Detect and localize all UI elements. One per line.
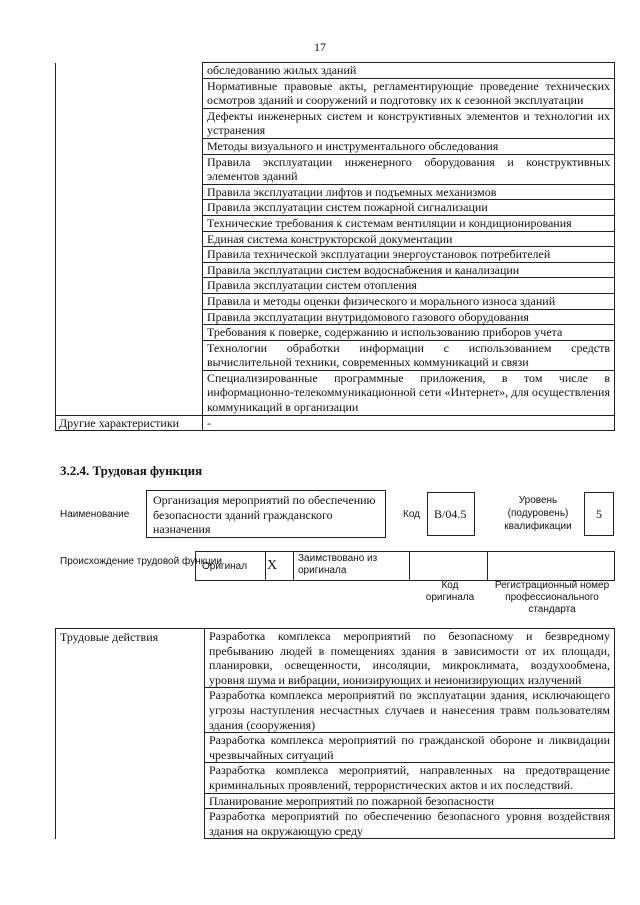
knowledge-row	[56, 325, 615, 341]
knowledge-item: Правила эксплуатации инженерного оборудования и конструктивных элементов зданий	[203, 154, 615, 184]
row-label-cell	[56, 340, 203, 370]
borrowed-label: Заимствовано из оригинала	[294, 552, 410, 581]
original-mark: Х	[266, 552, 294, 581]
knowledge-row	[56, 293, 615, 309]
knowledge-row	[56, 108, 615, 138]
knowledge-item: Методы визуального и инструментального обследования	[203, 138, 615, 154]
row-label-cell	[56, 325, 203, 341]
knowledge-item: Правила эксплуатации систем водоснабжения и канализации	[203, 262, 615, 278]
original-label: Оригинал	[196, 552, 266, 581]
knowledge-row	[56, 231, 615, 247]
knowledge-row	[56, 200, 615, 216]
row-label-cell	[56, 231, 203, 247]
knowledge-row	[56, 138, 615, 154]
row-label-cell	[56, 200, 203, 216]
origin-table	[195, 551, 615, 581]
labor-action-item: Разработка мероприятий по обеспечению безопасного уровня воздействия здания на окружающую среду	[205, 809, 615, 839]
knowledge-table	[55, 62, 615, 431]
row-label-cell	[56, 688, 205, 733]
function-name-label: Наименование	[60, 509, 130, 520]
knowledge-row	[56, 278, 615, 294]
row-label-cell	[56, 108, 203, 138]
row-label-cell	[56, 793, 205, 809]
code-origin-cell	[410, 552, 488, 581]
knowledge-item: Правила эксплуатации систем отопления	[203, 278, 615, 294]
knowledge-row	[56, 154, 615, 184]
qualification-level-label: Уровень (подуровень) квалификации	[504, 495, 572, 532]
reg-number-label: Регистрационный номер профессионального стандарта	[494, 580, 610, 615]
knowledge-item: Требования к поверке, содержанию и использованию приборов учета	[203, 325, 615, 341]
knowledge-item: Дефекты инженерных систем и конструктивных элементов и технологии их устранения	[203, 108, 615, 138]
origin-label: Происхождение трудовой функции	[60, 556, 222, 567]
knowledge-row	[56, 370, 615, 415]
knowledge-item: Технологии обработки информации с использованием средств вычислительной техники, современных коммуникаций и связи	[203, 340, 615, 370]
labor-action-row	[56, 809, 615, 839]
knowledge-item: Правила технической эксплуатации энергоустановок потребителей	[203, 247, 615, 263]
function-name-value: Организация мероприятий по обеспечению безопасности зданий гражданского назначения	[146, 490, 386, 538]
knowledge-row	[56, 63, 615, 79]
knowledge-row	[56, 262, 615, 278]
other-characteristics-value: -	[203, 415, 615, 431]
knowledge-row	[56, 309, 615, 325]
row-label-cell	[56, 63, 203, 79]
labor-action-item: Планирование мероприятий по пожарной безопасности	[205, 793, 615, 809]
page-number: 17	[314, 40, 326, 54]
labor-action-row	[56, 763, 615, 793]
knowledge-item: Правила эксплуатации систем пожарной сигнализации	[203, 200, 615, 216]
knowledge-item: Единая система конструкторской документации	[203, 231, 615, 247]
labor-actions-table	[55, 628, 615, 839]
labor-action-row	[56, 688, 615, 733]
knowledge-item: обследованию жилых зданий	[203, 63, 615, 79]
labor-action-item: Разработка комплекса мероприятий, направленных на предотвращение криминальных проявлений, террористических актов и их последствий.	[205, 763, 615, 793]
knowledge-row	[56, 184, 615, 200]
section-title: 3.2.4. Трудовая функция	[60, 463, 203, 478]
row-label-cell	[56, 138, 203, 154]
labor-actions-label: Трудовые действия	[56, 629, 205, 688]
knowledge-item: Правила и методы оценки физического и морального износа зданий	[203, 293, 615, 309]
labor-action-row	[56, 733, 615, 763]
knowledge-item: Специализированные программные приложения, в том числе в информационно-телекоммуникационной сети «Интернет», для осуществления коммуникаций в организации	[203, 370, 615, 415]
labor-action-item: Разработка комплекса мероприятий по эксплуатации здания, исключающего угрозы наступления несчастных случаев и нанесения травм пользователям здания (сооружения)	[205, 688, 615, 733]
labor-action-row	[56, 793, 615, 809]
other-characteristics-label: Другие характеристики	[56, 415, 203, 431]
row-label-cell	[56, 309, 203, 325]
row-label-cell	[56, 78, 203, 108]
row-label-cell	[56, 293, 203, 309]
row-label-cell	[56, 247, 203, 263]
knowledge-row	[56, 340, 615, 370]
row-label-cell	[56, 763, 205, 793]
row-label-cell	[56, 262, 203, 278]
row-label-cell	[56, 215, 203, 231]
row-label-cell	[56, 278, 203, 294]
knowledge-item: Правила эксплуатации внутридомового газового оборудования	[203, 309, 615, 325]
knowledge-item: Нормативные правовые акты, регламентирующие проведение технических осмотров зданий и сооружений и подготовку их к сезонной эксплуатации	[203, 78, 615, 108]
knowledge-row	[56, 215, 615, 231]
labor-action-row	[56, 629, 615, 688]
knowledge-item: Технические требования к системам вентиляции и кондиционирования	[203, 215, 615, 231]
code-origin-label: Код оригинала	[425, 580, 475, 603]
row-label-cell	[56, 370, 203, 415]
other-characteristics-row	[56, 415, 615, 431]
knowledge-row	[56, 247, 615, 263]
qualification-level-value: 5	[584, 492, 614, 536]
row-label-cell	[56, 733, 205, 763]
labor-action-item: Разработка комплекса мероприятий по гражданской обороне и ликвидации чрезвычайных ситуаций	[205, 733, 615, 763]
row-label-cell	[56, 154, 203, 184]
reg-number-cell	[488, 552, 615, 581]
row-label-cell	[56, 809, 205, 839]
function-code-label: Код	[403, 509, 421, 520]
row-label-cell	[56, 184, 203, 200]
labor-action-item: Разработка комплекса мероприятий по безопасному и безвредному пребыванию людей в помещениях здания в зависимости от их площади, планировки, освещенности, инсоляции, микроклимата, воздухообмена, уровня шума и вибрации, ионизирующих и неионизирующих излучений	[205, 629, 615, 688]
knowledge-item: Правила эксплуатации лифтов и подъемных механизмов	[203, 184, 615, 200]
function-code-value: В/04.5	[427, 492, 475, 536]
knowledge-row	[56, 78, 615, 108]
